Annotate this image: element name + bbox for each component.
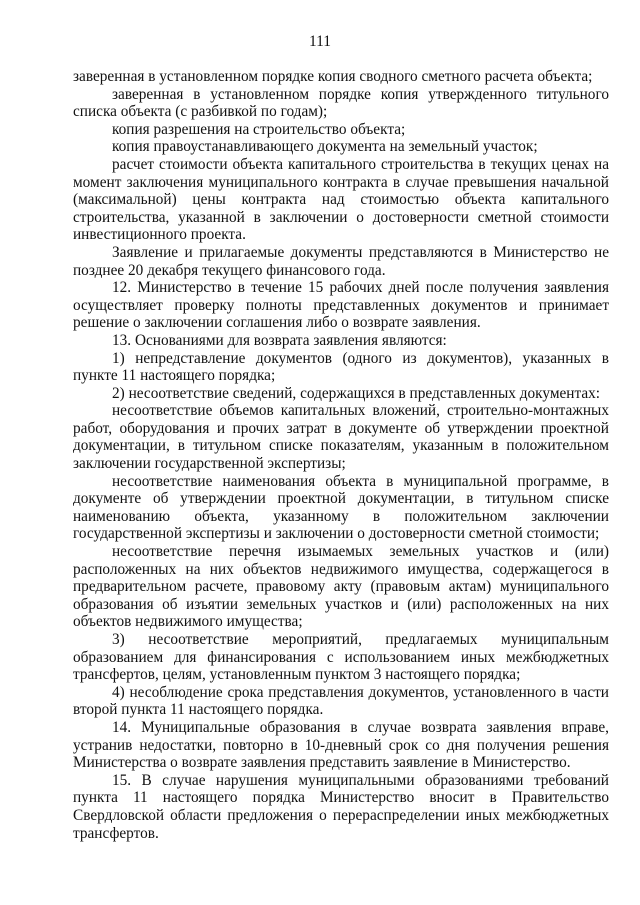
paragraph: 12. Министерство в течение 15 рабочих дней после получения заявления осуществляет проверку полноты представленных документов и принимает решение о заключении соглашения либо о возврате заявления. — [73, 279, 609, 332]
paragraph: 3) несоответствие мероприятий, предлагаемых муниципальным образованием для финансирования с использованием иных межбюджетных трансфертов, целям, установленным пунктом 3 настоящего порядка; — [73, 631, 609, 684]
paragraph: расчет стоимости объекта капитального строительства в текущих ценах на момент заключения муниципального контракта в случае превышения начальной (максимальной) цены контракта над стоимостью объекта капитального строительства, указанной в заключении о достоверности сметной стоимости инвестиционного проекта. — [73, 155, 609, 244]
paragraph: несоответствие наименования объекта в муниципальной программе, в документе об утверждении проектной документации, в титульном списке наименованию объекта, указанному в положительном заключении государственной экспертизы и заключении о достоверности сметной стоимости; — [73, 472, 609, 543]
paragraph: Заявление и прилагаемые документы представляются в Министерство не позднее 20 декабря текущего финансового года. — [73, 243, 609, 279]
paragraph: 15. В случае нарушения муниципальными образованиями требований пункта 11 настоящего порядка Министерство вносит в Правительство Свердловской области предложения о перераспределении иных межбюджетных трансфертов. — [73, 771, 609, 842]
paragraph: 4) несоблюдение срока представления документов, установленного в части второй пункта 11 настоящего порядка. — [73, 683, 609, 719]
document-body — [73, 68, 609, 842]
paragraph: заверенная в установленном порядке копия сводного сметного расчета объекта; — [73, 68, 593, 85]
page-number: 111 — [308, 33, 332, 50]
paragraph: копия правоустанавливающего документа на земельный участок; — [112, 138, 538, 156]
paragraph: 14. Муниципальные образования в случае возврата заявления вправе, устранив недостатки, повторно в 10-дневный срок со дня получения решения Министерства о возврате заявления представить заявление в Министерство. — [73, 718, 609, 772]
paragraph: заверенная в установленном порядке копия утвержденного титульного списка объекта (с разбивкой по годам); — [73, 85, 609, 121]
paragraph: несоответствие объемов капитальных вложений, строительно-монтажных работ, оборудования и прочих затрат в документе об утверждении проектной документации, в титульном списке показателям, указанным в положительном заключении государственной экспертизы; — [73, 402, 609, 473]
paragraph: 13. Основаниями для возврата заявления являются: — [112, 331, 447, 349]
paragraph: 1) непредставление документов (одного из документов), указанных в пункте 11 настоящего порядка; — [73, 349, 609, 385]
paragraph: несоответствие перечня изымаемых земельных участков и (или) расположенных на них объектов недвижимого имущества, содержащегося в предварительном расчете, правовому акту (правовым актам) муниципального образования об изъятии земельных участков и (или) расположенных на них объектов недвижимого имущества; — [73, 543, 609, 631]
paragraph: 2) несоответствие сведений, содержащихся в представленных документах: — [112, 384, 601, 402]
paragraph: копия разрешения на строительство объекта; — [112, 120, 406, 138]
